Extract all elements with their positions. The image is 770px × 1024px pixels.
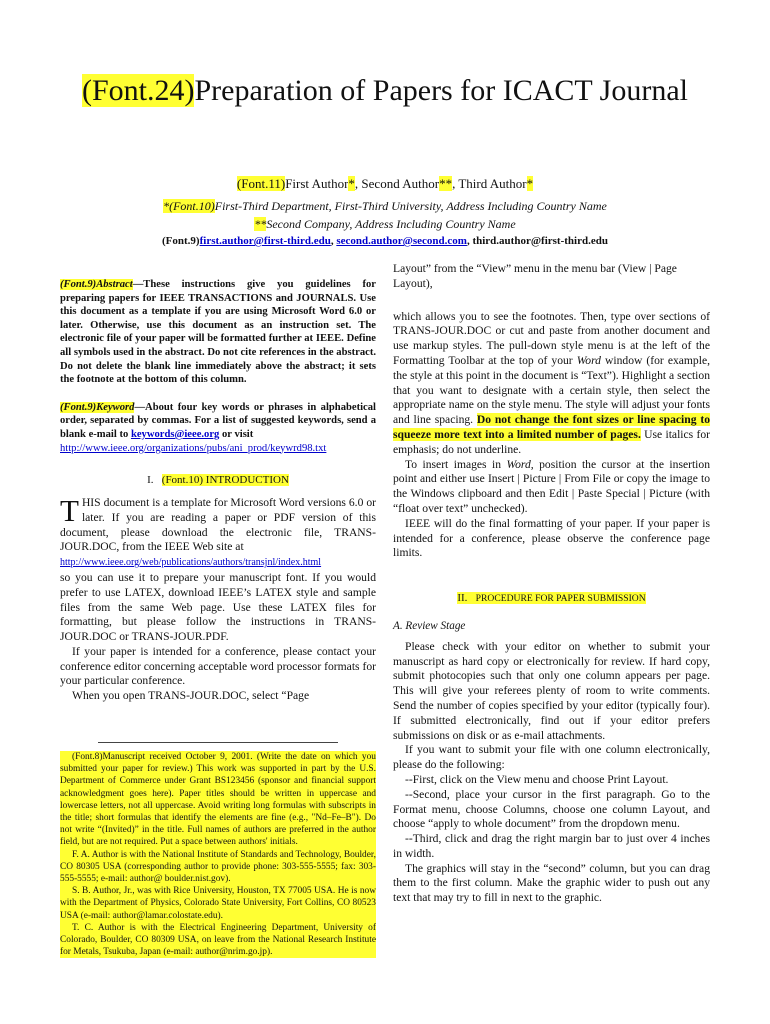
- author-mark-3: *: [526, 176, 534, 191]
- right-paragraph-3: IEEE will do the final formatting of your paper. If your paper is intended for a conference, please observe the conference page limits.: [393, 516, 710, 560]
- right-paragraph-2: [393, 458, 710, 517]
- abstract: [60, 278, 376, 387]
- footnote-2: F. A. Author is with the National Institute of Standards and Technology, Boulder, CO 80305 USA (corresponding author to provide phone: 303-555-5555; fax: 303-555-5555; e-mail: author@ boulder.nist.gov).: [60, 849, 376, 885]
- abstract-label: (Font.9)Abstract: [60, 279, 133, 290]
- affiliation-2-tag: **: [254, 217, 267, 231]
- right-p1a: which allows you to see the footnotes. Then, type over sections of TRANS-JOUR.DOC or cut and paste from another document and use markup styles. The pull-down style menu is at the left of the Formatting Toolbar at the top of your: [393, 309, 710, 367]
- right-p1b: window (for example, the style at this point in the document is “Text”). Highlight a section that you want to designate with a certain style, then select the appropriate name on the style menu. The style will adjust your fonts and line spacing.: [393, 353, 710, 427]
- intro-p1b: so you can use it to prepare your manuscript font. If you would prefer to use LATEX, download IEEE’s LATEX style and sample files from the same Web page. Use these LATEX files for formatting, but please follow the instructions in TRANS-JOUR.DOC or TRANS-JOUR.PDF.: [60, 570, 376, 644]
- subsection-a-heading: A. Review Stage: [393, 619, 466, 632]
- author-line: [60, 176, 710, 192]
- right-p1c: Use italics for emphasis; do not underline.: [393, 427, 711, 456]
- left-column: [60, 278, 376, 704]
- section-2-number: II.: [457, 592, 468, 605]
- section-1-tag: (Font.10): [161, 474, 204, 487]
- author-mark-1: *: [348, 176, 355, 191]
- right-p2b: position the cursor at the insertion point and either use Insert | Picture | From File or copy the image to the Windows clipboard and then Edit | Paste Special | Picture (with “float over text” unchecked).: [393, 457, 710, 515]
- email-link-2[interactable]: second.author@second.com: [336, 235, 467, 247]
- paper-title: [60, 72, 710, 109]
- right-paragraph-8: --Third, click and drag the right margin bar to just over 4 inches in width.: [393, 832, 710, 860]
- affiliation-1-tag: *(Font.10): [163, 199, 215, 213]
- email-line: [40, 235, 730, 247]
- right-paragraph-9: The graphics will stay in the “second” column, but you can drag them to the first column. Make the graphic wider to push out any text that may try to fill in next to the graphic.: [393, 861, 710, 905]
- right-paragraph-6: --First, click on the View menu and choose Print Layout.: [405, 772, 669, 786]
- email-link-1[interactable]: first.author@first-third.edu: [199, 235, 331, 247]
- keywords-url-link[interactable]: http://www.ieee.org/organizations/pubs/ani_prod/keywrd98.txt: [60, 442, 327, 454]
- keywords: [60, 401, 376, 455]
- section-1-heading: [60, 473, 376, 488]
- affiliation-1-text: First-Third Department, First-Third University, Address Including Country Name: [214, 199, 607, 213]
- right-p1-word: Word: [576, 353, 601, 367]
- right-p1-bold: Do not change the font sizes or line spacing to squeeze more text into a limited number of pages.: [393, 413, 710, 441]
- third-author: , Third Author: [452, 176, 527, 191]
- keywords-text: —About four key words or phrases in alphabetical order, separated by commas. For a list of suggested keywords, send a blank e-mail to: [60, 401, 376, 440]
- right-column: [393, 262, 710, 906]
- abstract-text: —These instructions give you guidelines for preparing papers for IEEE TRANSACTIONS and JOURNALS. Use this document as a template if you are using Microsoft Word 6.0 or later. Otherwise, use this document as an instruction set. The electronic file of your paper will be formatted further at IEEE. Define all symbols used in the abstract. Do not cite references in the abstract. Do not delete the blank line immediately above the abstract; it sets the footnote at the bottom of this column.: [60, 279, 376, 386]
- section-2-heading: [393, 591, 710, 607]
- intro-url-link[interactable]: http://www.ieee.org/web/publications/authors/transjnl/index.html: [60, 557, 322, 569]
- right-paragraph-5: If you want to submit your file with one column electronically, please do the following:: [393, 743, 710, 772]
- email-separator: ,: [330, 235, 337, 247]
- keywords-email-link[interactable]: keywords@ieee.org: [130, 428, 220, 440]
- footnotes: [60, 742, 376, 958]
- title-font-tag: (Font.24): [81, 74, 195, 107]
- affiliation-1: [40, 199, 730, 214]
- affiliation-2: [60, 217, 710, 232]
- drop-cap: T: [60, 492, 79, 528]
- title-text: Preparation of Papers for ICACT Journal: [194, 74, 688, 107]
- author-mark-2: **: [439, 176, 453, 191]
- authors-font-tag: (Font.11): [236, 176, 286, 191]
- keywords-mid: or visit: [219, 428, 254, 440]
- right-paragraph-4: Please check with your editor on whether to submit your manuscript as hard copy or electronically for review. If hard copy, submit photocopies such that only one column appears per page. This will give your referees plenty of room to write comments. Send the number of copies specified by your editor (typically four). If submitted electronically, find out if your editor prefers submissions on disk or as e-mail attachments.: [393, 639, 710, 742]
- email-3: , third.author@first-third.edu: [466, 235, 608, 247]
- intro-paragraph-2: If your paper is intended for a conference, please contact your conference editor concerning acceptable word processor formats for your particular conference.: [60, 644, 376, 688]
- emails-font-tag: (Font.9): [162, 235, 200, 247]
- affiliation-2-text: Second Company, Address Including Country Name: [266, 217, 516, 231]
- footnote-block: [60, 751, 376, 958]
- footnote-rule: [98, 742, 338, 743]
- right-paragraph-7: --Second, place your cursor in the first paragraph. Go to the Format menu, choose Columns, choose one column Layout, and choose “apply to whole document” from the dropdown menu.: [393, 787, 710, 831]
- footnote-1: (Font.8)Manuscript received October 9, 2001. (Write the date on which you submitted your paper for review.) This work was supported in part by the U.S. Department of Commerce under Grant BS123456 (sponsor and financial support acknowledgment goes here). Paper titles should be written in uppercase and lowercase letters, not all uppercase. Avoid writing long formulas with subscripts in the title; short formulas that identify the elements are fine (e.g., "Nd–Fe–B"). Do not write “(Invited)” in the title. Full names of authors are preferred in the author field, but are not required. Put a space between authors' initials.: [60, 752, 376, 848]
- footnote-3: S. B. Author, Jr., was with Rice University, Houston, TX 77005 USA. He is now with the Department of Physics, Colorado State University, Fort Collins, CO 80523 USA (e-mail: author@lamar.colostate.edu).: [60, 886, 376, 921]
- intro-paragraph-1: [60, 492, 376, 645]
- section-1-title: INTRODUCTION: [205, 474, 289, 487]
- second-author: , Second Author: [354, 176, 440, 191]
- keywords-label: (Font.9)Keyword: [60, 401, 135, 413]
- section-1-number: I.: [147, 474, 154, 487]
- right-paragraph-1: [393, 310, 710, 458]
- first-author: First Author: [285, 176, 349, 191]
- section-2-title: PROCEDURE FOR PAPER SUBMISSION: [475, 593, 646, 605]
- right-p2a: To insert images in: [405, 457, 507, 471]
- intro-paragraph-3: When you open TRANS-JOUR.DOC, select “Page: [72, 689, 310, 703]
- intro-p1a: HIS document is a template for Microsoft Word versions 6.0 or later. If you are reading a paper or PDF version of this document, please download the electronic file, TRANS-JOUR.DOC, from the IEEE Web site at: [60, 495, 376, 554]
- footnote-4: T. C. Author is with the Electrical Engineering Department, University of Colorado, Boulder, CO 80309 USA, on leave from the National Research Institute for Metals, Tsukuba, Japan (e-mail: author@nrim.go.jp).: [60, 922, 376, 958]
- right-paragraph-0: Layout” from the “View” menu in the menu bar (View | Page Layout),: [393, 262, 677, 290]
- right-p2-word: Word,: [506, 457, 534, 471]
